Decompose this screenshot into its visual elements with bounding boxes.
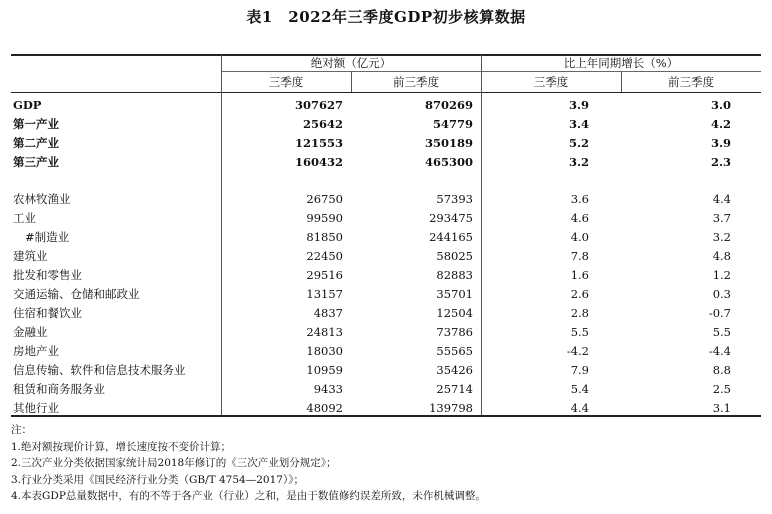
- row-value: 2.3: [710, 155, 731, 169]
- row-value: -4.4: [708, 344, 731, 358]
- row-value: 99590: [306, 211, 343, 225]
- row-label: 农林牧渔业: [13, 192, 71, 206]
- row-label: 信息传输、软件和信息技术服务业: [13, 363, 186, 377]
- row-value: 25714: [436, 382, 473, 396]
- row-value: 54779: [432, 117, 473, 131]
- row-label: 交通运输、仓储和邮政业: [13, 287, 140, 301]
- row-label: 批发和零售业: [13, 268, 82, 282]
- row-value: 7.8: [570, 249, 589, 263]
- row-value: 10959: [306, 363, 343, 377]
- row-value: 3.1: [712, 401, 731, 415]
- row-label: 金融业: [13, 325, 48, 339]
- row-value: 4.8: [712, 249, 731, 263]
- row-value: 121553: [294, 136, 343, 150]
- gdp-table: [11, 50, 761, 420]
- row-value: 160432: [294, 155, 343, 169]
- row-value: 2.6: [570, 287, 589, 301]
- header-ytd-growth: 前三季度: [668, 75, 714, 89]
- row-value: 73786: [436, 325, 473, 339]
- row-value: 3.2: [568, 155, 589, 169]
- row-value: 48092: [306, 401, 343, 415]
- row-value: 81850: [306, 230, 343, 244]
- row-value: 58025: [436, 249, 473, 263]
- note-1: 1.绝对额按现价计算，增长速度按不变价计算；: [11, 440, 232, 453]
- row-value: 9433: [313, 382, 343, 396]
- header-absolute: 绝对额（亿元）: [310, 56, 392, 70]
- row-value: 8.8: [712, 363, 731, 377]
- header-q3-growth: 三季度: [533, 75, 569, 89]
- row-value: 0.3: [712, 287, 731, 301]
- row-label: 房地产业: [13, 344, 59, 358]
- row-label: 工业: [13, 211, 36, 225]
- row-value: 22450: [306, 249, 343, 263]
- note-4: 4.本表GDP总量数据中，有的不等于各产业（行业）之和，是由于数值修约误差所致，未作机械调整。: [11, 490, 486, 502]
- row-value: 4.4: [712, 192, 731, 206]
- row-value: 3.0: [710, 98, 731, 112]
- header-rule: [11, 92, 761, 93]
- row-value: 12504: [436, 306, 473, 320]
- row-label: GDP: [13, 98, 42, 112]
- row-value: 4.2: [710, 117, 731, 131]
- note-heading: 注：: [11, 424, 32, 436]
- row-value: 1.2: [712, 268, 731, 282]
- row-value: 5.2: [568, 136, 589, 150]
- row-value: 7.9: [570, 363, 589, 377]
- row-value: 3.9: [568, 98, 589, 112]
- row-value: 13157: [306, 287, 343, 301]
- row-value: 2.8: [570, 306, 589, 320]
- row-value: 5.5: [570, 325, 589, 339]
- header-ytd-abs: 前三季度: [393, 75, 439, 89]
- row-value: 139798: [429, 401, 473, 415]
- row-value: 350189: [424, 136, 473, 150]
- row-value: 293475: [429, 211, 473, 225]
- row-value: 870269: [424, 98, 473, 112]
- row-value: 2.5: [712, 382, 731, 396]
- row-label: 住宿和餐饮业: [13, 306, 82, 320]
- note-3: 3.行业分类采用《国民经济行业分类（GB/T 4754—2017）》；: [11, 473, 304, 486]
- row-value: 3.7: [712, 211, 731, 225]
- row-value: 3.4: [568, 117, 589, 131]
- note-2: 2.三次产业分类依据国家统计局2018年修订的《三次产业划分规定》；: [11, 457, 337, 469]
- row-value: 5.5: [712, 325, 731, 339]
- row-value: 29516: [306, 268, 343, 282]
- header-q3-abs: 三季度: [268, 75, 304, 89]
- row-value: -4.2: [566, 344, 589, 358]
- row-value: 55565: [436, 344, 473, 358]
- row-label: 租赁和商务服务业: [13, 382, 105, 396]
- row-value: 3.6: [570, 192, 589, 206]
- row-value: 465300: [424, 155, 473, 169]
- row-value: 4.6: [570, 211, 589, 225]
- row-value: 25642: [302, 117, 343, 131]
- row-value: 26750: [306, 192, 343, 206]
- row-label: 建筑业: [13, 249, 48, 263]
- row-label: 其他行业: [13, 401, 59, 415]
- header-growth: 比上年同期增长（%）: [563, 56, 679, 70]
- row-value: 18030: [306, 344, 343, 358]
- row-value: 3.2: [712, 230, 731, 244]
- row-value: 1.6: [570, 268, 589, 282]
- row-value: 4.4: [570, 401, 589, 415]
- row-value: 57393: [436, 192, 473, 206]
- table-title: 表1 2022年三季度GDP初步核算数据: [246, 8, 526, 26]
- row-value: 4.0: [570, 230, 589, 244]
- row-value: 3.9: [710, 136, 731, 150]
- row-value: 5.4: [570, 382, 589, 396]
- row-value: 24813: [306, 325, 343, 339]
- row-value: -0.7: [708, 306, 731, 320]
- row-label: 第二产业: [13, 136, 59, 150]
- row-value: 82883: [436, 268, 473, 282]
- row-label: 第一产业: [13, 117, 59, 131]
- row-value: 307627: [294, 98, 343, 112]
- row-value: 4837: [313, 306, 343, 320]
- row-value: 35426: [436, 363, 473, 377]
- row-value: 35701: [436, 287, 473, 301]
- table-notes: [11, 422, 761, 505]
- row-label: #制造业: [25, 230, 70, 244]
- row-label: 第三产业: [13, 155, 59, 169]
- row-value: 244165: [429, 230, 473, 244]
